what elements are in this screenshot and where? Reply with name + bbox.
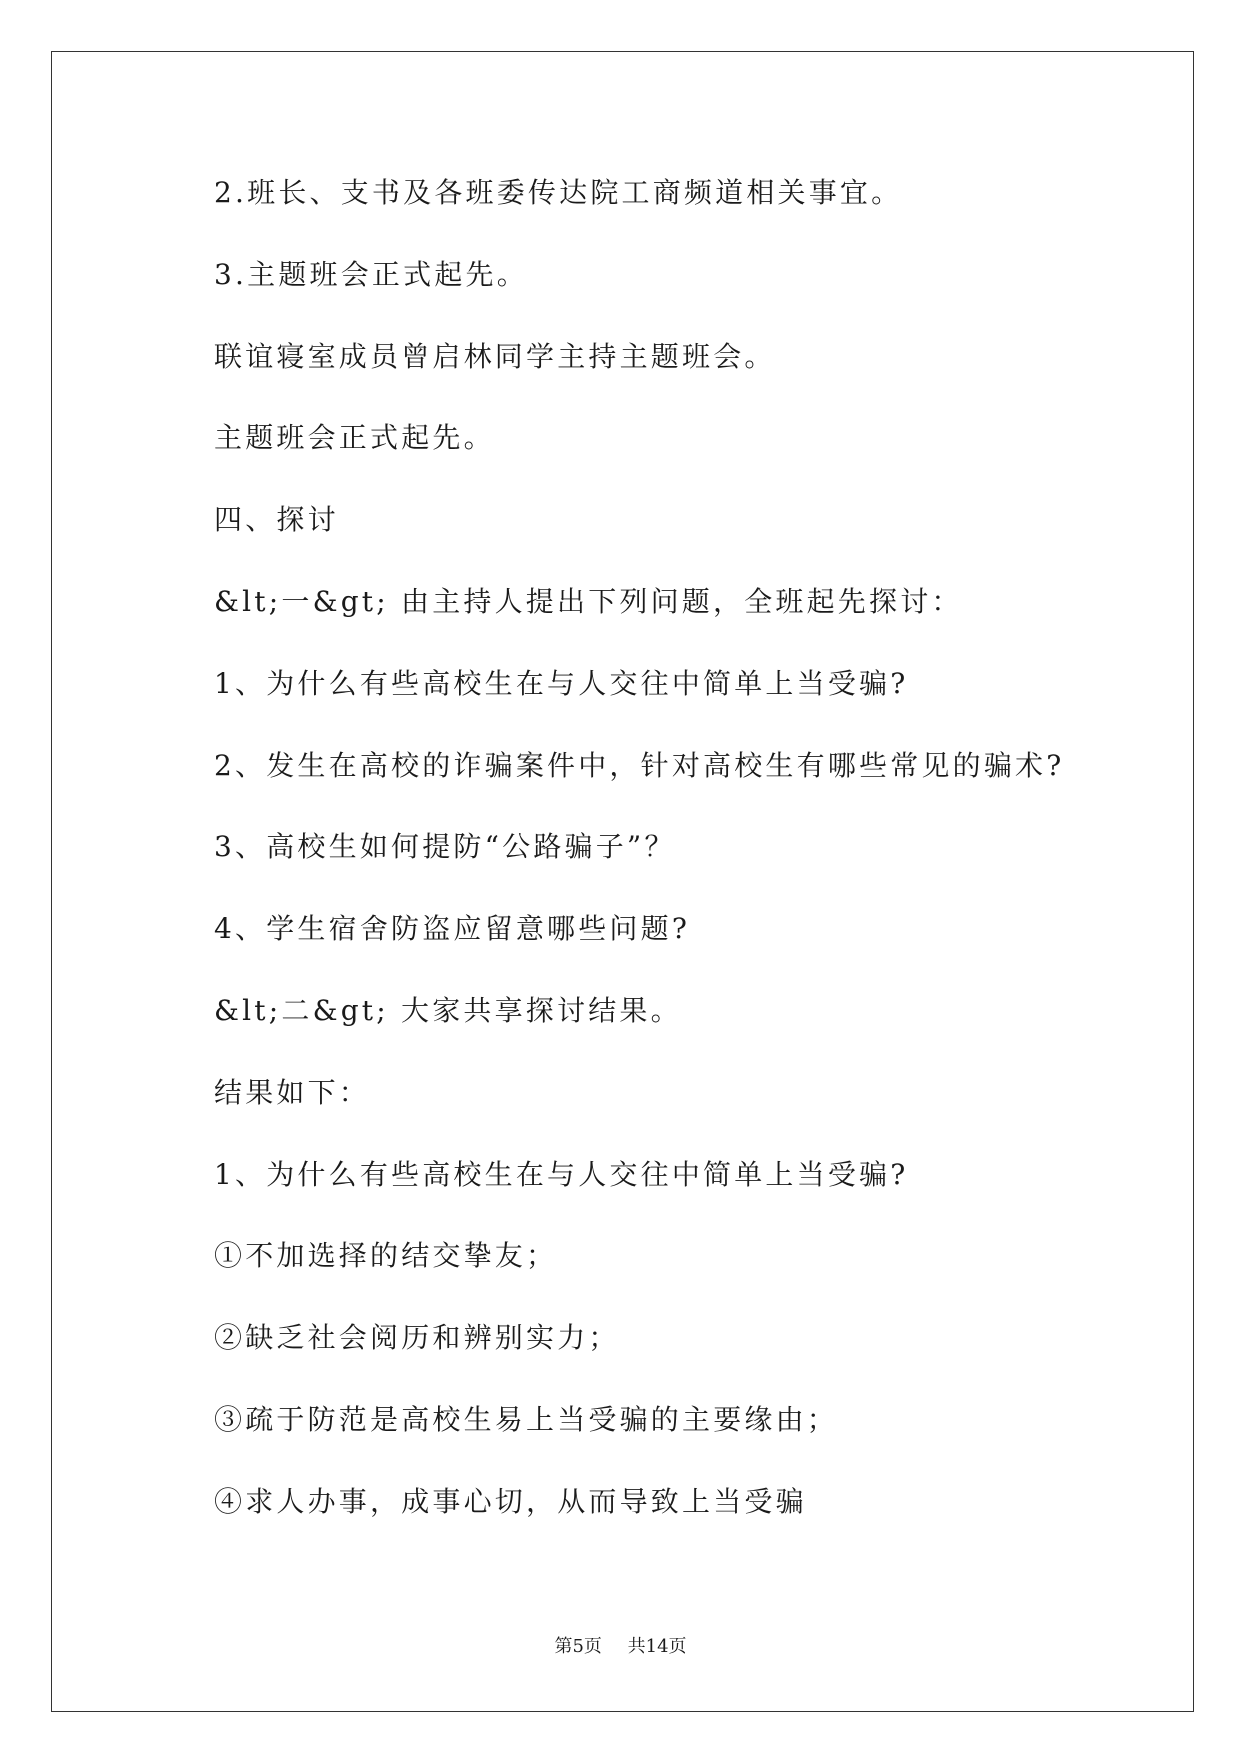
paragraph-line: 主题班会正式起先。 xyxy=(214,421,495,455)
question-item: 3、高校生如何提防“公路骗子”？ xyxy=(214,830,676,864)
question-item: 2、发生在高校的诈骗案件中，针对高校生有哪些常见的骗术? xyxy=(214,748,1065,782)
section-heading: 四、探讨 xyxy=(214,503,339,537)
answer-item: ①不加选择的结交挚友； xyxy=(214,1239,558,1273)
paragraph-line: 联谊寝室成员曾启林同学主持主题班会。 xyxy=(214,339,776,373)
paragraph-line: 2.班长、支书及各班委传达院工商频道相关事宜。 xyxy=(214,176,903,209)
paragraph-line: &lt;一&gt; 由主持人提出下列问题，全班起先探讨： xyxy=(214,584,963,618)
answer-item: ③疏于防范是高校生易上当受骗的主要缘由； xyxy=(214,1402,839,1436)
question-item: 4、学生宿舍防盗应留意哪些问题? xyxy=(214,912,691,946)
paragraph-line: &lt;二&gt; 大家共享探讨结果。 xyxy=(214,993,682,1027)
page-footer xyxy=(0,1634,1241,1660)
page-total: 共14页 xyxy=(627,1636,687,1657)
page-number: 第5页 xyxy=(554,1636,602,1657)
answer-item: ②缺乏社会阅历和辨别实力； xyxy=(214,1321,620,1355)
answer-item: ④求人办事，成事心切，从而导致上当受骗 xyxy=(214,1484,807,1518)
paragraph-line: 结果如下： xyxy=(214,1075,371,1109)
question-item: 1、为什么有些高校生在与人交往中简单上当受骗? xyxy=(214,1157,909,1191)
paragraph-line: 3.主题班会正式起先。 xyxy=(214,257,528,291)
question-item: 1、为什么有些高校生在与人交往中简单上当受骗? xyxy=(214,666,909,700)
document-body xyxy=(214,152,1174,1543)
